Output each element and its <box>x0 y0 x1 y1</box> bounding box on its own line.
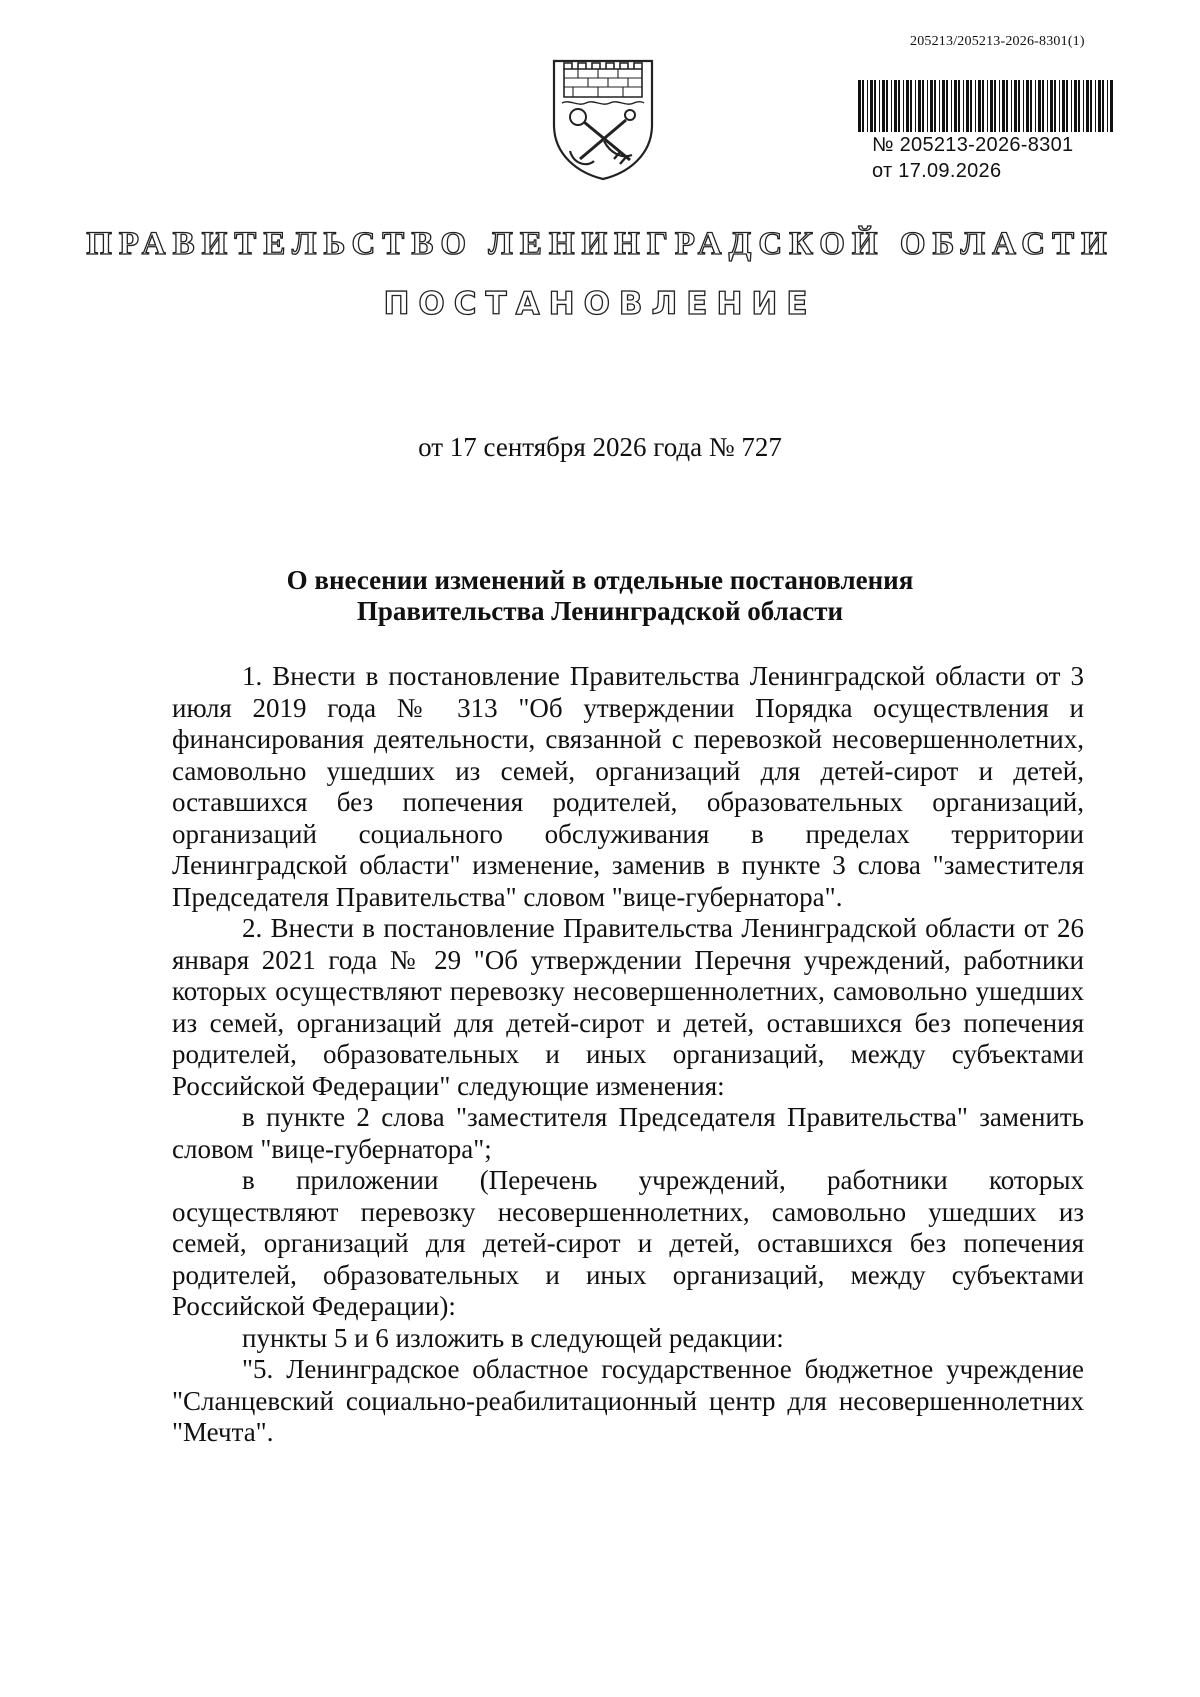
resolution-date-number: от 17 сентября 2026 года № 727 <box>418 432 782 462</box>
resolution-body <box>172 661 1084 1449</box>
paragraph-1: 1. Внести в постановление Правительства Ленинградской области от 3 июля 2019 года № 313 "Об утверждении Порядка осуществления и финансирования деятельности, связанной с перевозкой несовершеннолетних, самовольно ушедших из семей, организаций для детей-сирот и детей, оставшихся без попечения родителей, образовательных организаций, организаций социального обслуживания в пределах территории Ленинградской области" изменение, заменив в пункте 3 слова "заместителя Председателя Правительства" словом "вице-губернатора". <box>172 661 1084 912</box>
paragraph-2: 2. Внести в постановление Правительства Ленинградской области от 26 января 2021 года № 29 "Об утверждении Перечня учреждений, работники которых осуществляют перевозку несовершеннолетних, самовольно ушедших из семей, организаций для детей-сирот и детей, оставшихся без попечения родителей, образовательных и иных организаций, между субъектами Российской Федерации" следующие изменения: <box>172 913 1084 1101</box>
paragraph-4: в приложении (Перечень учреждений, работники которых осуществляют перевозку несовершеннолетних, самовольно ушедших из семей, организаций для детей-сирот и детей, оставшихся без попечения родителей, образовательных и иных организаций, между субъектами Российской Федерации): <box>172 1165 1084 1321</box>
government-title: ПРАВИТЕЛЬСТВО ЛЕНИНГРАДСКОЙ ОБЛАСТИ <box>86 226 1114 262</box>
paragraph-3: в пункте 2 слова "заместителя Председателя Правительства" заменить словом "вице-губернатора"; <box>172 1102 1084 1164</box>
coat-of-arms-emblem <box>548 55 658 183</box>
document-type-title: ПОСТАНОВЛЕНИЕ <box>383 286 817 322</box>
registration-block <box>872 132 1073 184</box>
registration-number: № 205213-2026-8301 <box>872 134 1074 156</box>
heading-line-1: О внесении изменений в отдельные постановления <box>286 565 914 595</box>
paragraph-5: пункты 5 и 6 изложить в следующей редакции: <box>242 1322 784 1353</box>
paragraph-6: "5. Ленинградское областное государственное бюджетное учреждение "Сланцевский социально-реабилитационный центр для несовершеннолетних "Мечта". <box>172 1354 1084 1447</box>
heading-line-2: Правительства Ленинградской области <box>356 596 844 626</box>
document-id: 205213/205213-2026-8301(1) <box>910 34 1085 49</box>
barcode <box>856 80 1116 132</box>
resolution-heading <box>0 565 1200 627</box>
registration-date: от 17.09.2026 <box>872 160 1002 182</box>
